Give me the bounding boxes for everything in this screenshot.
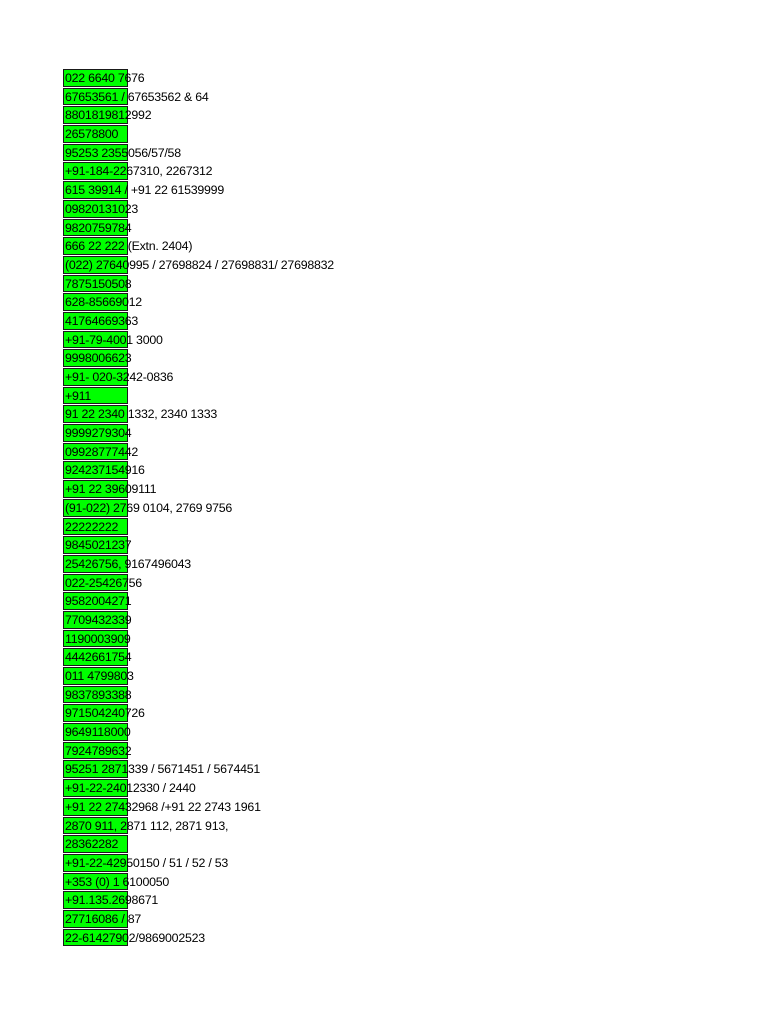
table-row [63, 88, 663, 107]
table-row [63, 630, 663, 649]
phone-number-value: (022) 27640995 / 27698824 / 27698831/ 27698832 [65, 257, 334, 272]
table-row [63, 592, 663, 611]
phone-number-value: 7709432339 [65, 612, 132, 627]
phone-number-value: +91- 020-3242-0836 [65, 370, 174, 384]
phone-number-value: 9998006623 [65, 351, 132, 366]
phone-number-value: 7924789632 [65, 743, 132, 758]
table-row [63, 69, 663, 88]
table-row [63, 200, 663, 219]
table-row [63, 667, 663, 686]
table-row [63, 293, 663, 312]
table-row [63, 555, 663, 574]
phone-number-value: +91-22-42950150 / 51 / 52 / 53 [65, 855, 229, 870]
phone-number-value: 91 22 2340 1332, 2340 1333 [65, 407, 217, 422]
table-row [63, 275, 663, 294]
table-row [63, 499, 663, 518]
table-row [63, 835, 663, 854]
table-row [63, 686, 663, 705]
table-row [63, 891, 663, 910]
phone-number-value: 22222222 [65, 519, 119, 534]
phone-number-value: 011 4799803 [65, 669, 134, 683]
table-row [63, 929, 663, 948]
phone-number-value: 2870 911, 2871 112, 2871 913, [65, 818, 229, 833]
phone-number-value: 9999279304 [65, 426, 132, 441]
table-row [63, 611, 663, 630]
table-row [63, 331, 663, 350]
table-row [63, 798, 663, 817]
phone-number-value: 95253 2355056/57/58 [65, 145, 181, 160]
phone-number-value: +91 22 39609111 [65, 482, 157, 497]
phone-number-value: 628-85669012 [65, 295, 142, 310]
table-row [63, 181, 663, 200]
phone-number-value: 666 22 222 (Extn. 2404) [65, 239, 193, 254]
phone-number-value: 9649118000 [65, 725, 131, 740]
phone-number-value: 9582004271 [65, 594, 132, 609]
table-row [63, 779, 663, 798]
table-row [63, 574, 663, 593]
phone-number-value: +91-184-2267310, 2267312 [65, 164, 213, 179]
phone-number-value: 615 39914 / +91 22 61539999 [65, 183, 224, 198]
table-row [63, 349, 663, 368]
spreadsheet-column [63, 69, 663, 947]
phone-number-value: 7875150508 [65, 276, 132, 291]
table-row [63, 144, 663, 163]
table-row [63, 162, 663, 181]
table-row [63, 443, 663, 462]
phone-number-value: +353 (0) 1 6100050 [65, 874, 170, 889]
phone-number-value: 09928777442 [65, 444, 139, 459]
phone-number-value: 22-61427902/9869002523 [65, 930, 205, 945]
table-row [63, 518, 663, 537]
phone-number-value: 9820759784 [65, 220, 132, 235]
table-row [63, 461, 663, 480]
table-row [63, 480, 663, 499]
phone-number-value: 4442661754 [65, 650, 132, 665]
phone-number-value: 9845021237 [65, 538, 132, 553]
phone-number-value: +91 22 27432968 /+91 22 2743 1961 [65, 799, 261, 814]
phone-number-value: 09820131023 [65, 201, 139, 216]
table-row [63, 256, 663, 275]
table-row [63, 219, 663, 238]
table-row [63, 387, 663, 406]
phone-number-value: 25426756, 9167496043 [65, 556, 191, 571]
table-row [63, 854, 663, 873]
table-row [63, 405, 663, 424]
table-row [63, 648, 663, 667]
phone-number-value: 27716086 / 87 [65, 911, 141, 926]
phone-number-value: 022 6640 7676 [65, 71, 145, 85]
phone-number-value: 8801819812992 [65, 108, 152, 123]
phone-number-value: 1190003909 [65, 631, 131, 646]
phone-number-value: 9837893388 [65, 687, 132, 702]
table-row [63, 817, 663, 836]
table-row [63, 704, 663, 723]
phone-number-value: 022-25426756 [65, 575, 142, 590]
phone-number-value: (91-022) 2769 0104, 2769 9756 [65, 500, 233, 515]
table-row [63, 742, 663, 761]
phone-number-value: +91.135.2698671 [65, 893, 159, 908]
phone-number-value: 28362282 [65, 837, 119, 852]
table-row [63, 237, 663, 256]
phone-number-value: 67653561 / 67653562 & 64 [65, 89, 209, 104]
phone-number-value: 41764669363 [65, 313, 139, 328]
table-row [63, 536, 663, 555]
phone-number-value: 26578800 [65, 127, 119, 142]
phone-number-value: 924237154916 [65, 463, 145, 478]
table-row [63, 125, 663, 144]
phone-number-value: +91-79-4001 3000 [65, 332, 163, 347]
phone-number-value: 95251 2871339 / 5671451 / 5674451 [65, 762, 261, 777]
table-row [63, 312, 663, 331]
table-row [63, 873, 663, 892]
phone-number-value: 971504240726 [65, 706, 145, 721]
table-row [63, 368, 663, 387]
phone-number-value: +91-22-24012330 / 2440 [65, 781, 196, 796]
phone-number-value: +911 [65, 388, 91, 403]
table-row [63, 723, 663, 742]
table-row [63, 760, 663, 779]
table-row [63, 910, 663, 929]
table-row [63, 424, 663, 443]
table-row [63, 106, 663, 125]
